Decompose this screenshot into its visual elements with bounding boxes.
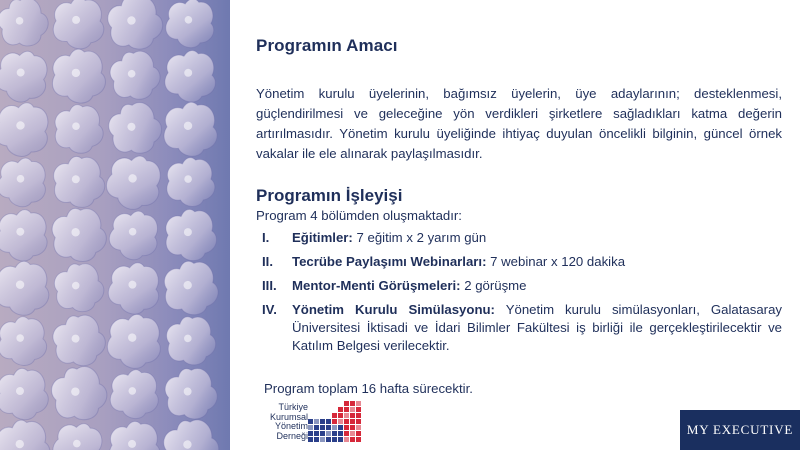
tkyd-logo-line: Türkiye	[278, 402, 308, 412]
tkyd-mosaic-tile	[350, 437, 355, 442]
pattern-motif	[103, 0, 168, 55]
tkyd-mosaic-tile	[350, 431, 355, 436]
tkyd-mosaic-tile	[308, 437, 313, 442]
pattern-motif	[105, 311, 165, 372]
pattern-motif	[0, 44, 54, 108]
list-item	[256, 277, 782, 295]
tkyd-mosaic-tile	[326, 425, 331, 430]
pattern-motif	[0, 316, 48, 366]
tkyd-mosaic-tile	[314, 419, 319, 424]
tkyd-mosaic-tile	[332, 413, 337, 418]
tkyd-mosaic-tile	[344, 407, 349, 412]
tkyd-logo-line: Kurumsal	[269, 411, 308, 422]
pattern-motif	[159, 414, 224, 450]
floral-pattern-graphic	[0, 0, 230, 450]
pattern-motif	[49, 204, 110, 266]
tkyd-mosaic-tile	[314, 437, 319, 442]
pattern-motif	[109, 368, 161, 421]
tkyd-mosaic-tile	[344, 413, 349, 418]
tkyd-mosaic-tile	[356, 425, 361, 430]
tkyd-logo	[252, 399, 362, 445]
tkyd-mosaic-tile	[332, 437, 337, 442]
tkyd-mosaic-tile	[338, 419, 343, 424]
tkyd-mosaic-tile	[314, 425, 319, 430]
tkyd-mosaic-tile	[350, 401, 355, 406]
list-item-detail: 7 eğitim x 2 yarım gün	[352, 230, 487, 245]
tkyd-mosaic-tile	[338, 437, 343, 442]
tkyd-mosaic-tile	[308, 419, 313, 424]
tkyd-mosaic-tile	[308, 425, 313, 430]
tkyd-mosaic-tile	[344, 437, 349, 442]
program-parts-list	[256, 229, 782, 355]
tkyd-mosaic-tile	[356, 437, 361, 442]
tkyd-mosaic-tile	[320, 419, 325, 424]
pattern-motif	[0, 0, 54, 54]
list-item-term: Tecrübe Paylaşımı Webinarları:	[292, 254, 487, 269]
tkyd-mosaic-tile	[338, 431, 343, 436]
tkyd-mosaic-tile	[320, 425, 325, 430]
tkyd-mosaic-tile	[344, 431, 349, 436]
pattern-motif	[167, 158, 215, 207]
pattern-motif	[0, 206, 51, 264]
tkyd-mosaic-tile	[314, 431, 319, 436]
list-item-detail: 2 görüşme	[460, 278, 527, 293]
pattern-motif	[46, 360, 113, 428]
tkyd-mosaic-tile	[320, 431, 325, 436]
tkyd-mosaic-tile	[308, 431, 313, 436]
tkyd-mosaic-tile	[344, 419, 349, 424]
tkyd-logo-line: Yönetim	[274, 421, 308, 431]
tkyd-mosaic-tile	[350, 419, 355, 424]
pattern-motif	[48, 309, 110, 372]
tkyd-mosaic-tile	[350, 413, 355, 418]
pattern-motif	[0, 259, 52, 317]
tkyd-mosaic-tile	[326, 419, 331, 424]
tkyd-logo-line: Derneği	[276, 430, 308, 441]
purpose-paragraph: Yönetim kurulu üyelerinin, bağımsız üyelerin, üye adaylarının; desteklenmesi, güçlendirilmesi ve geleceğine yön verdikleri şirketlere sağladıkları katma değerin artırılmasıdır. Yönetim kurulu üyeliğinde ihtiyaç duyulan öncelikli bilginin, güncel örnek vakalar ile ele alınarak paylaşılmasıdır.	[256, 86, 782, 161]
tkyd-mosaic-tile	[350, 425, 355, 430]
tkyd-mosaic-tile	[338, 425, 343, 430]
list-item-term: Yönetim Kurulu Simülasyonu:	[292, 302, 495, 317]
list-item-term: Mentor-Menti Görüşmeleri:	[292, 278, 461, 293]
list-item-detail: 7 webinar x 120 dakika	[486, 254, 626, 269]
tkyd-mosaic-tile	[356, 401, 361, 406]
list-item-number: II.	[262, 254, 273, 269]
list-item-number: IV.	[262, 302, 277, 317]
tkyd-mosaic-tile	[344, 425, 349, 430]
my-executive-logo: MY EXECUTIVE	[680, 410, 800, 450]
tkyd-mosaic-tile	[320, 437, 325, 442]
tkyd-mosaic-tile	[338, 407, 343, 412]
pattern-motif	[51, 154, 107, 210]
pattern-motif	[162, 258, 220, 317]
pattern-motif	[0, 368, 49, 420]
pattern-motif	[163, 313, 218, 369]
pattern-motif	[0, 418, 51, 450]
pattern-motif	[0, 154, 51, 211]
pattern-motif	[54, 103, 104, 154]
tkyd-mosaic-tile	[326, 437, 331, 442]
tkyd-mosaic-tile	[332, 425, 337, 430]
list-item	[256, 301, 782, 355]
decorative-side-panel	[0, 0, 230, 450]
tkyd-logo-mosaic	[308, 401, 362, 445]
pattern-motif	[163, 101, 219, 158]
pattern-motif	[105, 258, 164, 318]
pattern-motif	[52, 49, 105, 103]
process-intro: Program 4 bölümden oluşmaktadır:	[256, 208, 462, 223]
pattern-motif	[164, 208, 217, 262]
tkyd-mosaic-tile	[356, 419, 361, 424]
pattern-motif	[0, 97, 55, 162]
main-content	[256, 36, 782, 396]
tkyd-mosaic-tile	[344, 401, 349, 406]
tkyd-logo-text	[252, 403, 308, 441]
pattern-motif	[51, 259, 108, 317]
pattern-motif	[163, 48, 219, 104]
pattern-motif	[101, 149, 168, 216]
pattern-motif	[161, 363, 221, 424]
section-title-process: Programın İşleyişi	[256, 186, 403, 205]
list-item	[256, 253, 782, 271]
tkyd-mosaic-tile	[338, 413, 343, 418]
pattern-motif	[105, 206, 163, 265]
list-item-detail: Yönetim kurulu simülasyonları, Galatasaray Üniversitesi İktisadi ve İdari Bilimler Fakültesi iş birliği ile gerçekleştirilecektir ve Katılım Belgesi verilecektir.	[292, 302, 782, 353]
list-item	[256, 229, 782, 247]
tkyd-mosaic-tile	[332, 431, 337, 436]
program-duration-note: Program toplam 16 hafta sürecektir.	[264, 381, 473, 396]
list-item-number: I.	[262, 230, 270, 245]
tkyd-mosaic-tile	[350, 407, 355, 412]
list-item-number: III.	[262, 278, 277, 293]
tkyd-mosaic-tile	[356, 407, 361, 412]
pattern-motif	[48, 416, 109, 450]
tkyd-mosaic-tile	[332, 419, 337, 424]
tkyd-mosaic-tile	[356, 431, 361, 436]
section-title-purpose: Programın Amacı	[256, 36, 398, 55]
list-item-term: Eğitimler:	[292, 230, 353, 245]
pattern-motif	[103, 96, 168, 162]
tkyd-mosaic-tile	[356, 413, 361, 418]
pattern-motif	[109, 421, 161, 450]
tkyd-mosaic-tile	[326, 431, 331, 436]
pattern-motif	[163, 0, 218, 51]
pattern-motif	[52, 0, 105, 50]
pattern-motif	[105, 45, 165, 106]
